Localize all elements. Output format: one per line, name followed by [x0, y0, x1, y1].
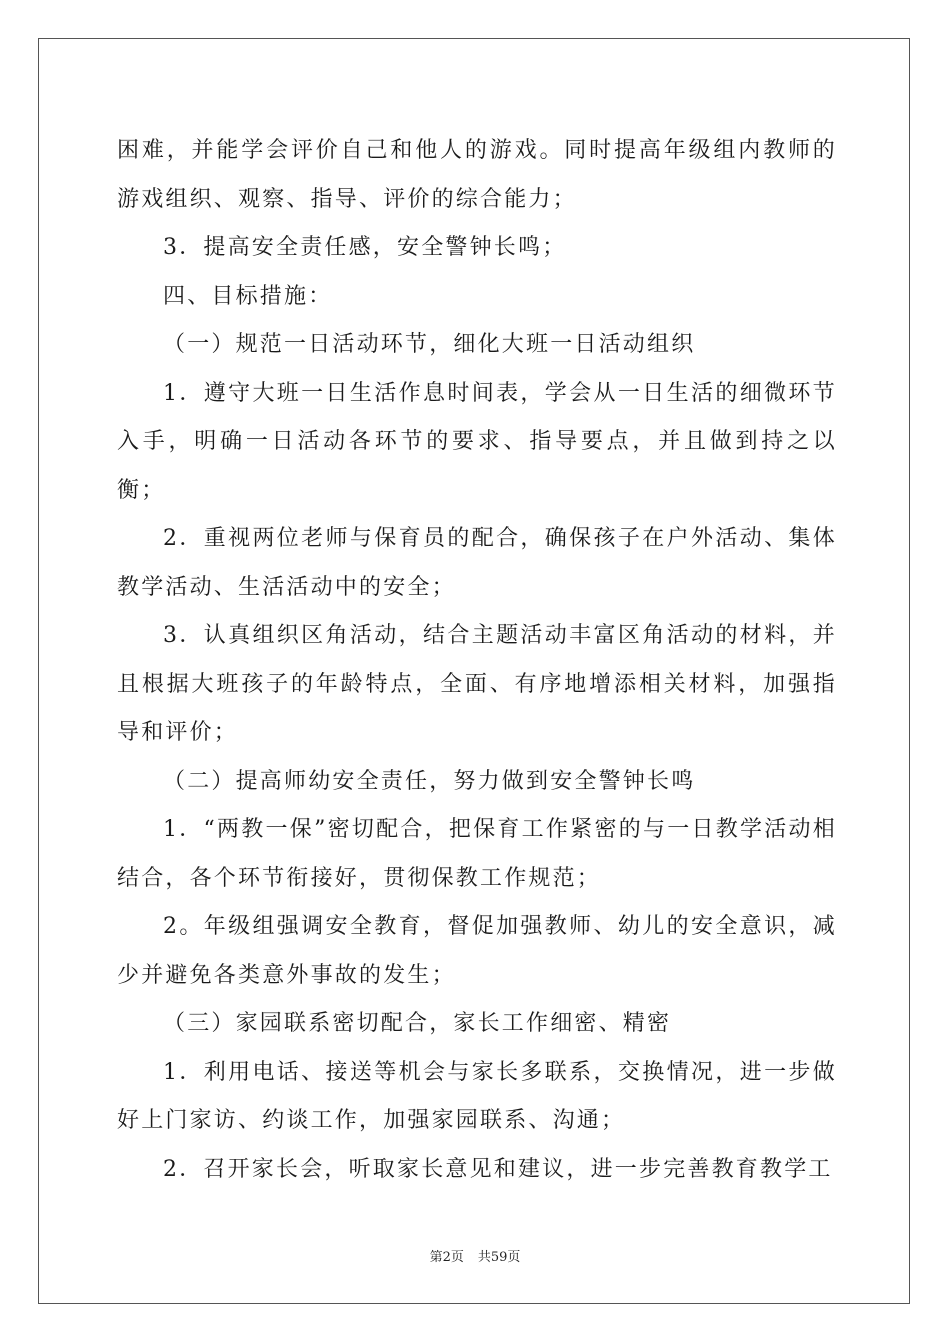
page-footer: [0, 1246, 950, 1265]
paragraph: 1．利用电话、接送等机会与家长多联系，交换情况，进一步做好上门家访、约谈工作，加强家园联系、沟通；: [117, 1059, 837, 1133]
subsection-heading: （一）规范一日活动环节，细化大班一日活动组织: [163, 332, 696, 357]
paragraph: 3．提高安全责任感，安全警钟长鸣；: [163, 235, 567, 260]
subsection-heading: （三）家园联系密切配合，家长工作细密、精密: [163, 1011, 672, 1036]
paragraph: 2．召开家长会，听取家长意见和建议，进一步完善教育教学工: [163, 1156, 833, 1182]
page-number: 第2页: [429, 1250, 464, 1265]
section-heading: 四、目标措施：: [163, 283, 333, 309]
paragraph: 2．重视两位老师与保育员的配合，确保孩子在户外活动、集体教学活动、生活活动中的安全；: [117, 526, 837, 600]
document-body: [117, 127, 837, 1194]
paragraph: 1．“两教一保”密切配合，把保育工作紧密的与一日教学活动相结合，各个环节衔接好，贯彻保教工作规范；: [117, 817, 837, 891]
subsection-heading: （二）提高师幼安全责任，努力做到安全警钟长鸣: [163, 768, 696, 794]
paragraph: 3．认真组织区角活动，结合主题活动丰富区角活动的材料，并且根据大班孩子的年龄特点，全面、有序地增添相关材料，加强指导和评价；: [117, 623, 837, 745]
paragraph: 2。年级组强调安全教育，督促加强教师、幼儿的安全意识，减少并避免各类意外事故的发生；: [117, 914, 837, 988]
page-total: 共59页: [477, 1250, 521, 1265]
paragraph: 1．遵守大班一日生活作息时间表，学会从一日生活的细微环节入手，明确一日活动各环节的要求、指导要点，并且做到持之以衡；: [117, 380, 837, 503]
paragraph: 困难，并能学会评价自己和他人的游戏。同时提高年级组内教师的游戏组织、观察、指导、评价的综合能力；: [117, 138, 837, 212]
